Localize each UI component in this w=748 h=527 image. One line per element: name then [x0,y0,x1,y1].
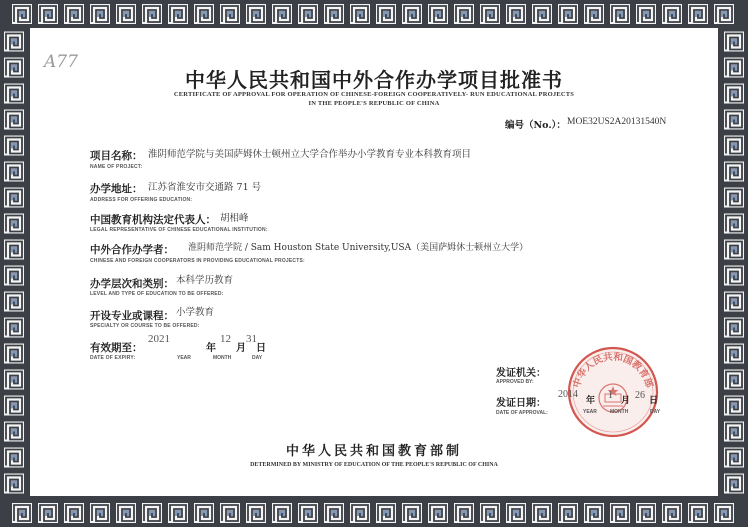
project-name-value: 淮阴师范学院与美国萨姆休士顿州立大学合作举办小学教育专业本科教育项目 [148,149,472,160]
project-name-label-en: NAME OF PROJECT: [90,164,143,170]
ministry-name: 中华人民共和国教育部制 [285,444,462,459]
validity-day: 31 [246,333,257,345]
specialty-value: 小学教育 [176,307,215,318]
specialty-label: 开设专业或课程： [90,310,174,322]
level-label-en: LEVEL AND TYPE OF EDUCATION TO BE OFFERED: [90,291,224,297]
validity-label-en: DATE OF EXPIRY: [90,355,136,361]
legal-rep-value: 胡相峰 [220,213,249,224]
validity-day-cn: 日 [256,343,266,354]
number-value: MOE32US2A20131540N [567,117,667,127]
validity-month: 12 [220,333,231,345]
legal-rep-label-en: LEGAL REPRESENTATIVE OF CHINESE EDUCATIONAL INSTITUTION: [90,227,268,233]
issue-day: 26 [635,390,645,401]
issue-year: 2014 [558,389,578,400]
cooperators-label: 中外合作办学者： [90,244,174,256]
cooperators-label-en: CHINESE AND FOREIGN COOPERATORS IN PROVIDING EDUCATIONAL PROJECTS: [90,258,305,264]
issuer-label: 发证机关： [496,368,546,379]
validity-year: 2021 [148,333,170,345]
certificate-subtitle-line2: IN THE PEOPLE'S REPUBLIC OF CHINA [308,100,440,107]
official-seal [563,342,663,442]
address-value: 江苏省淮安市交通路 71 号 [148,182,262,193]
certificate-subtitle-line1: CERTIFICATE OF APPROVAL FOR OPERATION OF CHINESE-FOREIGN COOPERATIVELY- RUN EDUCATIONAL PROJECTS [173,91,575,98]
issue-day-en: DAY [650,409,661,415]
level-value: 本科学历教育 [176,275,234,286]
validity-month-cn: 月 [236,343,246,354]
certificate-title: 中华人民共和国中外合作办学项目批准书 [185,68,563,92]
project-name-label: 项目名称： [90,150,143,162]
issue-date-label: 发证日期： [496,398,546,409]
issue-month-en: MONTH [610,409,629,415]
validity-day-en: DAY [252,355,263,361]
validity-label: 有效期至： [90,342,143,354]
issue-day-cn: 日 [649,396,659,406]
handwritten-note: A77 [44,52,78,72]
legal-rep-label: 中国教育机构法定代表人： [90,214,216,226]
level-label: 办学层次和类别： [90,278,174,290]
cooperators-value: 淮阴师范学院 / Sam Houston State University,USA（美国萨姆休士顿州立大学） [188,243,529,253]
issue-month-cn: 月 [621,396,631,406]
certificate-body [30,28,718,496]
validity-month-en: MONTH [213,355,232,361]
ministry-name-en: DETERMINED BY MINISTRY OF EDUCATION OF THE PEOPLE'S REPUBLIC OF CHINA [250,462,498,468]
issuer-label-en: APPROVED BY: [496,379,534,385]
specialty-label-en: SPECIALTY OR COURSE TO BE OFFERED: [90,323,200,329]
address-label: 办学地址： [90,183,143,195]
validity-year-en: YEAR [177,355,191,361]
issue-month: 1 [608,390,613,401]
number-label: 编号（No.）： [505,120,566,131]
issue-year-en: YEAR [583,409,597,415]
validity-year-cn: 年 [206,343,216,354]
seal-text: 中华人民共和国教育部 [571,351,655,390]
issue-year-cn: 年 [586,396,596,406]
issue-date-label-en: DATE OF APPROVAL: [496,410,548,416]
address-label-en: ADDRESS FOR OFFERING EDUCATION: [90,197,193,203]
